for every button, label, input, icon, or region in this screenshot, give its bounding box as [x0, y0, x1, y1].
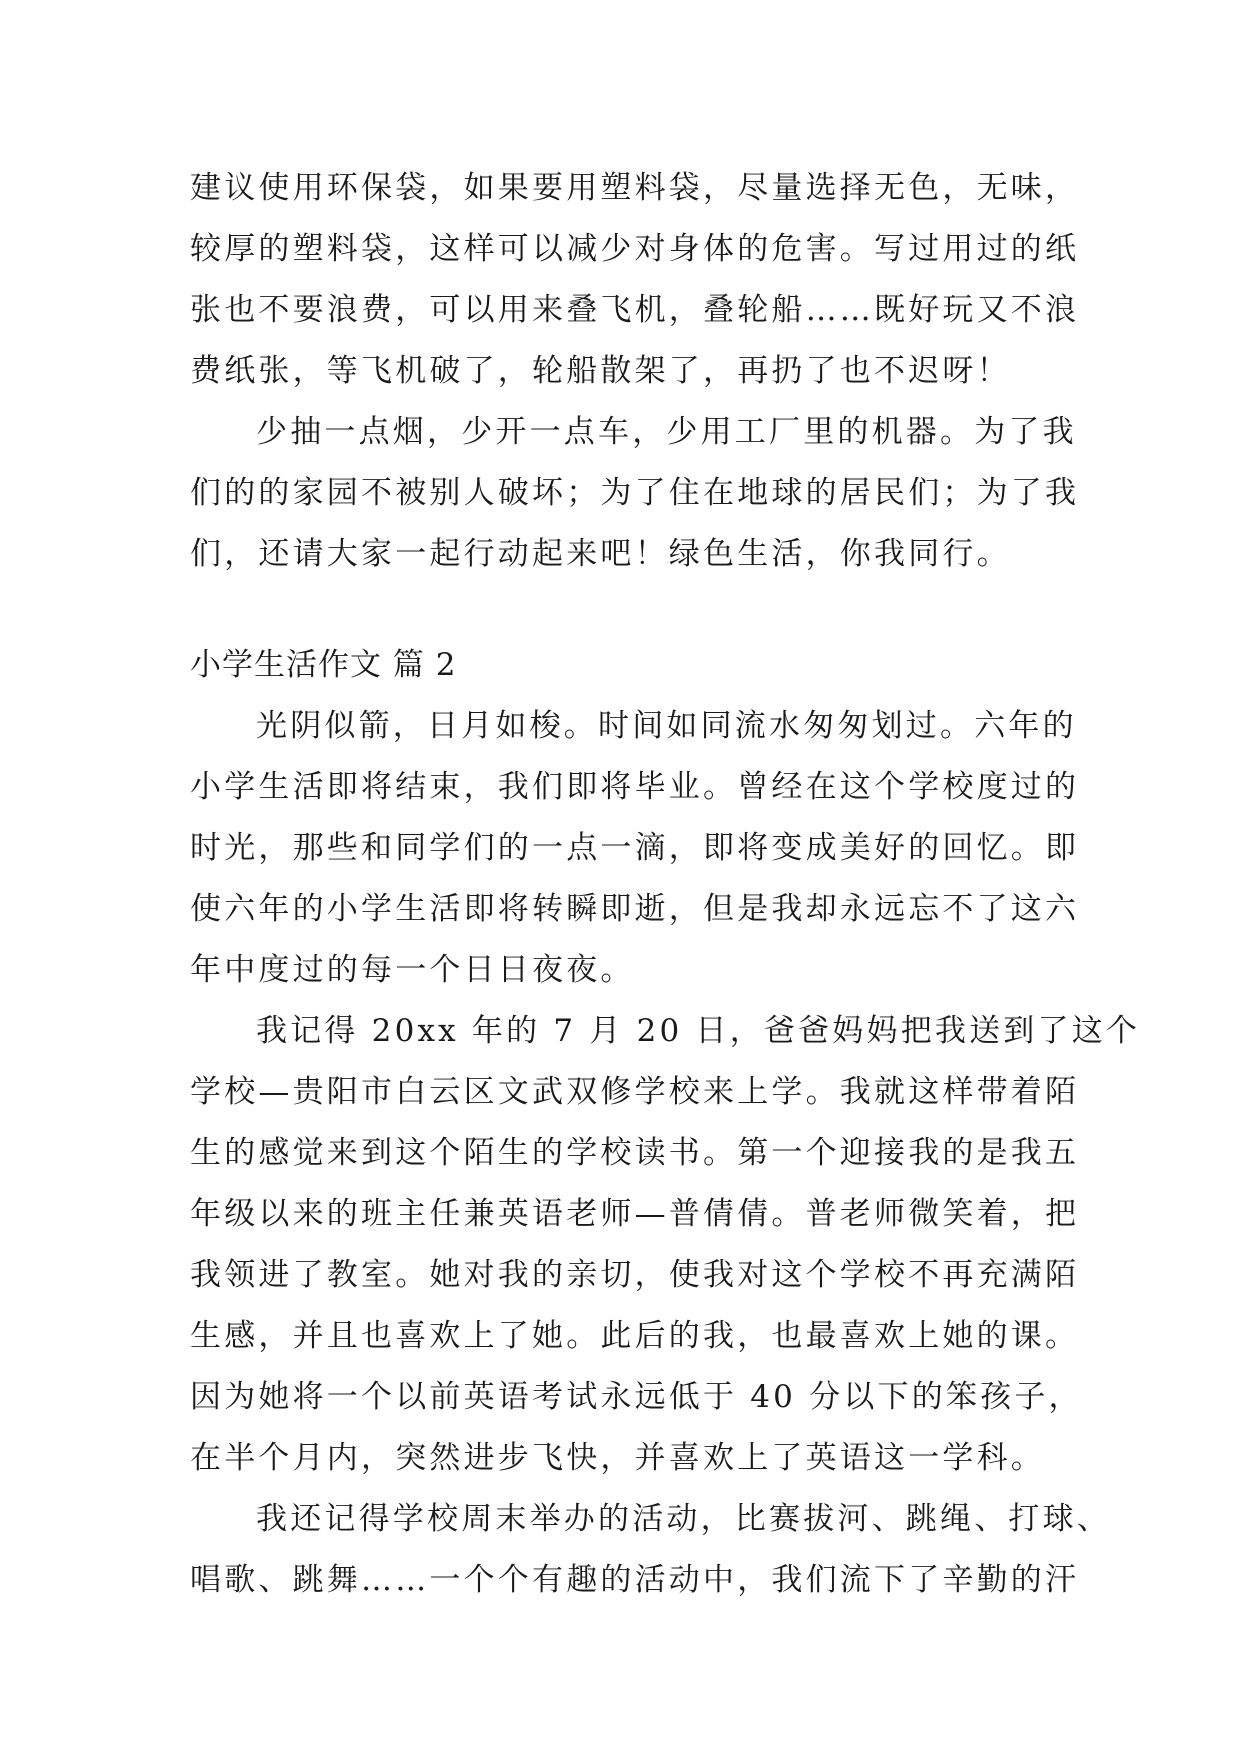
paragraph-first-day: [190, 1001, 1141, 1489]
text-line: 较厚的塑料袋，这样可以减少对身体的危害。写过用过的纸: [190, 231, 1080, 267]
text-line: 生感，并且也喜欢上了她。此后的我，也最喜欢上她的课。: [190, 1318, 1080, 1354]
section-heading: 小学生活作文 篇 2: [190, 647, 457, 683]
text-line: 我还记得学校周末举办的活动，比赛拔河、跳绳、打球、: [256, 1501, 1111, 1537]
paragraph-environment: [190, 158, 1080, 402]
text-line: 建议使用环保袋，如果要用塑料袋，尽量选择无色，无味，: [190, 170, 1080, 206]
text-line: 我领进了教室。她对我的亲切，使我对这个学校不再充满陌: [190, 1257, 1080, 1293]
text-line: 在半个月内，突然进步飞快，并喜欢上了英语这一学科。: [190, 1440, 1045, 1476]
paragraph-green-life: [190, 402, 1080, 585]
text-line: 小学生活即将结束，我们即将毕业。曾经在这个学校度过的: [190, 769, 1080, 805]
text-line: 唱歌、跳舞……一个个有趣的活动中，我们流下了辛勤的汗: [190, 1562, 1080, 1598]
text-line: 学校—贵阳市白云区文武双修学校来上学。我就这样带着陌: [190, 1074, 1080, 1110]
text-line: 们，还请大家一起行动起来吧！绿色生活，你我同行。: [190, 536, 1011, 572]
paragraph-time-flies: [190, 696, 1080, 1001]
text-line: 生的感觉来到这个陌生的学校读书。第一个迎接我的是我五: [190, 1135, 1080, 1171]
text-line: 张也不要浪费，可以用来叠飞机，叠轮船……既好玩又不浪: [190, 292, 1080, 328]
section-gap: [190, 585, 1070, 635]
text-line: 因为她将一个以前英语考试永远低于 40 分以下的笨孩子，: [190, 1379, 1083, 1415]
text-line: 光阴似箭，日月如梭。时间如同流水匆匆划过。六年的: [256, 708, 1077, 744]
text-line: 时光，那些和同学们的一点一滴，即将变成美好的回忆。即: [190, 830, 1080, 866]
text-line: 费纸张，等飞机破了，轮船散架了，再扔了也不迟呀！: [190, 353, 1011, 389]
paragraph-activities: [190, 1489, 1111, 1611]
text-line: 们的的家园不被别人破坏；为了住在地球的居民们；为了我: [190, 475, 1080, 511]
text-line: 年中度过的每一个日日夜夜。: [190, 952, 635, 988]
document-page: [190, 158, 1141, 1611]
text-line: 使六年的小学生活即将转瞬即逝，但是我却永远忘不了这六: [190, 891, 1080, 927]
text-line: 我记得 20xx 年的 7 月 20 日，爸爸妈妈把我送到了这个: [256, 1013, 1141, 1049]
text-line: 年级以来的班主任兼英语老师—普倩倩。普老师微笑着，把: [190, 1196, 1080, 1232]
text-line: 少抽一点烟，少开一点车，少用工厂里的机器。为了我: [256, 414, 1077, 450]
